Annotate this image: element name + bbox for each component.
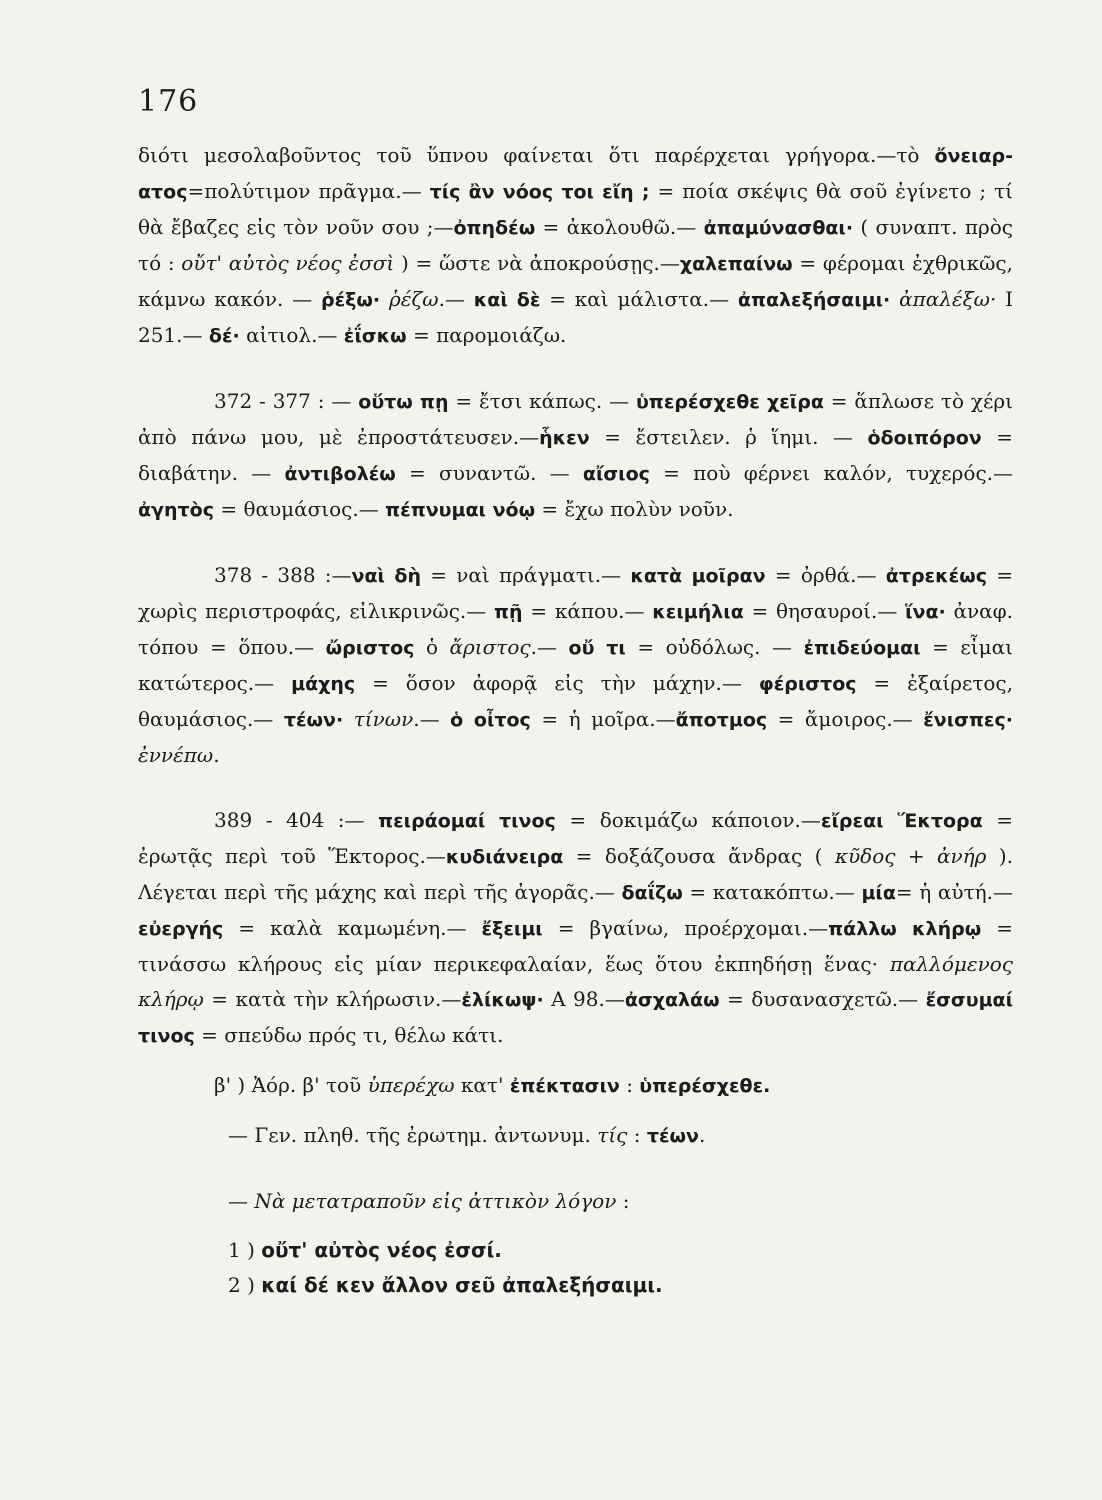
headword: πῇ <box>494 601 523 623</box>
headword: οὕτω πῃ <box>358 391 449 413</box>
italic-term: ἀπαλέξω· <box>899 287 997 311</box>
text-run: = ἀκολουθῶ.— <box>535 215 704 239</box>
text-run: κατ' <box>454 1073 510 1097</box>
text-run: .— <box>413 707 451 731</box>
text-run: ἀναφ. τόπου = ὅπου.— <box>138 599 1014 659</box>
text-run: = ἔστειλεν. ῥ ἵημι. — <box>589 425 868 449</box>
text-run: ) = ὥστε νὰ ἀποκρούσῃς.— <box>394 251 680 275</box>
page-content <box>138 138 1013 1303</box>
text-run: = φέρομαι ἐχθρικῶς, κάμνω κακόν. — <box>138 251 1013 311</box>
headword: ἄποτμος <box>675 709 768 731</box>
text-run: . <box>699 1123 706 1147</box>
headword: καὶ δὲ <box>473 289 541 311</box>
paragraph-1 <box>138 138 1013 354</box>
italic-term: παλλόμενος κλήρῳ <box>138 952 1013 1011</box>
text-run: Ι 251.— <box>138 287 1014 347</box>
text-run: = διαβάτην. — <box>138 425 1013 485</box>
page-number: 176 <box>138 84 199 119</box>
text-run: . <box>213 743 220 767</box>
text-run: = ποία σκέψις θὰ σοῦ ἐγίνετο ; τί θὰ ἔβαζες εἰς τὸν νοῦν σου ;— <box>138 179 1014 239</box>
headword: δαΐζω <box>621 882 683 904</box>
italic-term: οὔτ' αὐτὸς νέος ἐσσὶ <box>181 251 395 275</box>
headword: κυδιάνειρα <box>445 846 564 868</box>
headword: μάχης <box>291 673 356 695</box>
headword: ναὶ δὴ <box>351 565 422 587</box>
headword: τέων· <box>283 709 344 731</box>
paragraph-4 <box>138 803 1013 1054</box>
text-run: = χωρὶς περιστροφάς, εἰλικρινῶς.— <box>138 563 1013 623</box>
text-run: — Γεν. πληθ. τῆς ἐρωτημ. ἀντωνυμ. <box>228 1123 598 1147</box>
text-run: = θησαυροί.— <box>743 599 906 623</box>
headword: ἀπαλεξήσαιμι· <box>737 289 891 311</box>
headword: ἔνισπες· <box>923 709 1013 731</box>
headword: φέριστος <box>758 673 857 695</box>
text-run: = σπεύδω πρός τι, θέλω κάτι. <box>194 1023 504 1047</box>
exercise-title <box>228 1184 1013 1219</box>
text-run <box>890 287 899 311</box>
footnote-2 <box>228 1118 1013 1154</box>
headword: χαλεπαίνω <box>679 253 793 275</box>
headword: ἵνα· <box>905 601 946 623</box>
text-run: = οὐδόλως. — <box>625 635 804 659</box>
text-run: = ναὶ πράγματι.— <box>421 563 631 587</box>
headword: ἐπιδεύομαι <box>803 637 921 659</box>
text-run: = ὅσον ἀφορᾷ εἰς τὴν μάχην.— <box>355 671 759 695</box>
exercise-item-text: οὔτ' αὐτὸς νέος ἐσσί. <box>261 1238 502 1262</box>
text-run: : <box>619 1073 640 1097</box>
text-run: β' ) Ἀόρ. β' τοῦ <box>214 1073 368 1097</box>
paragraph-3 <box>138 558 1013 773</box>
headword: κειμήλια <box>652 601 744 623</box>
headword: ὀπηδέω <box>453 217 536 239</box>
text-run: = θαυμάσιος.— <box>213 497 386 521</box>
text-run: = κατὰ τὴν κλήρωσιν.— <box>203 987 462 1011</box>
italic-term: ἄριστος <box>449 635 531 659</box>
text-run: = ἡ αὐτή.— <box>895 880 1013 904</box>
text-run: αἰτιολ.— <box>239 323 344 347</box>
headword: ἀσχαλάω <box>624 989 720 1011</box>
headword: ἔξειμι <box>481 918 543 940</box>
headword: οὔ τι <box>568 637 626 659</box>
exercise-item-number: 2 ) <box>228 1273 262 1297</box>
headword: ἐΐσκω <box>343 325 407 347</box>
exercise-item-text: καί δέ κεν ἄλλον σεῦ ἀπαλεξήσαιμι. <box>261 1273 663 1297</box>
footnote-1 <box>214 1068 1013 1104</box>
text-run: = καὶ μάλιστα.— <box>540 287 738 311</box>
text-run: .— <box>438 287 474 311</box>
text-run: = ἐρωτᾷς περὶ τοῦ Ἕκτορος.— <box>138 808 1013 868</box>
text-run <box>343 707 354 731</box>
text-run: = ἡ μοῖρα.— <box>530 707 676 731</box>
headword: ἀτρεκέως <box>885 565 987 587</box>
headword: ὤριστος <box>325 637 415 659</box>
text-run: : <box>616 1189 630 1213</box>
headword: ὁδοιπόρον <box>867 427 982 449</box>
text-run: = καλὰ καμωμένη.— <box>223 916 482 940</box>
text-run: ὁ <box>414 635 450 659</box>
italic-term: ῥέζω <box>388 287 439 311</box>
headword: ἔσσυμαί τινος <box>138 989 1014 1047</box>
headword: ἀπαμύνασθαι· <box>703 217 854 239</box>
headword: ῥέξω· <box>320 289 381 311</box>
text-run: = ἔτσι κάπως. — <box>448 389 636 413</box>
italic-term: ὑπερέχω <box>367 1073 455 1097</box>
headword: εἴρεαι Ἕκτορα <box>820 810 983 832</box>
text-run: = δοκιμάζω κάποιον.— <box>555 808 821 832</box>
text-run: = κατακόπτω.— <box>682 880 862 904</box>
text-run: — <box>228 1189 255 1213</box>
text-run: = τινάσσω κλήρους εἰς μίαν περικεφαλαίαν, ἕως ὅτου ἐκπηδήσῃ ἕνας· <box>138 916 1014 976</box>
headword: ἧκεν <box>539 427 590 449</box>
text-run: διότι μεσολαβοῦντος τοῦ ὕπνου φαίνεται ὅτι παρέρχεται γρήγορα.—τὸ <box>138 143 935 167</box>
text-run: = ἐξαίρετος, θαυμάσιος.— <box>138 671 1013 731</box>
headword: ὄνειαρ-ατος <box>138 145 1013 203</box>
headword: πάλλω κλήρῳ <box>828 918 982 940</box>
text-run: ( συναπτ. πρὸς τό : <box>138 215 1013 275</box>
headword: τίς ἂν νόος τοι εἴη ; <box>429 181 650 203</box>
text-run: .— <box>530 635 569 659</box>
italic-term: ἐννέπω <box>138 743 214 767</box>
text-run: = ἄμοιρος.— <box>767 707 924 731</box>
italic-term: Νὰ μετατραποῦν εἰς ἀττικὸν λόγον <box>254 1189 617 1213</box>
text-run: Α 98.— <box>543 987 625 1011</box>
exercise-item-number: 1 ) <box>228 1238 262 1262</box>
italic-term: κῦδος + ἀνήρ <box>834 844 987 868</box>
text-run: 378 - 388 :— <box>214 563 352 587</box>
text-run: = παρομοιάζω. <box>406 323 567 347</box>
headword: ἐπέκτασιν <box>509 1075 620 1097</box>
exercise-item-2 <box>228 1268 1013 1303</box>
text-run: = κάπου.— <box>522 599 653 623</box>
text-run: = ποὺ φέρνει καλόν, τυχερός.— <box>649 461 1014 485</box>
paragraph-2 <box>138 384 1013 528</box>
text-run: = βγαίνω, προέρχομαι.— <box>542 916 829 940</box>
headword: ὑπερέσχεθε χεῖρα <box>635 391 824 413</box>
headword: τέων <box>646 1125 699 1147</box>
exercise-item-1 <box>228 1233 1013 1268</box>
headword: ὑπερέσχεθε. <box>639 1075 771 1097</box>
text-run: = δυσανασχετῶ.— <box>719 987 926 1011</box>
italic-term: τίνων <box>353 707 414 731</box>
headword: ἐλίκωψ· <box>461 989 544 1011</box>
text-run: ). Λέγεται περὶ τῆς μάχης καὶ περὶ τῆς ἀγορᾶς.— <box>138 844 1013 904</box>
headword: ὁ οἶτος <box>450 709 531 731</box>
headword: ἀγητὸς <box>138 499 214 521</box>
text-run: 389 - 404 :— <box>214 808 379 832</box>
headword: δέ· <box>208 325 240 347</box>
text-run: = ὀρθά.— <box>765 563 886 587</box>
text-run: = ἅπλωσε τὸ χέρι ἀπὸ πάνω μου, μὲ ἐπροστάτευσεν.— <box>138 389 1013 449</box>
text-run: = εἶμαι κατώτερος.— <box>138 635 1013 695</box>
text-run: : <box>627 1123 647 1147</box>
text-run: = ἔχω πολὺν νοῦν. <box>535 497 734 521</box>
text-run: = συναντῶ. — <box>395 461 583 485</box>
headword: κατὰ μοῖραν <box>630 565 766 587</box>
headword: μία <box>861 882 896 904</box>
headword: αἴσιος <box>582 463 650 485</box>
text-run: 372 - 377 : — <box>214 389 359 413</box>
text-run: =πολύτιμον πρᾶγμα.— <box>187 179 430 203</box>
text-run <box>380 287 389 311</box>
text-run: = δοξάζουσα ἄνδρας ( <box>563 844 835 868</box>
italic-term: τίς <box>597 1123 628 1147</box>
headword: εὐεργής <box>138 918 224 940</box>
headword: πέπνυμαι νόῳ <box>385 499 536 521</box>
headword: ἀντιβολέω <box>284 463 396 485</box>
headword: πειράομαί τινος <box>378 810 556 832</box>
